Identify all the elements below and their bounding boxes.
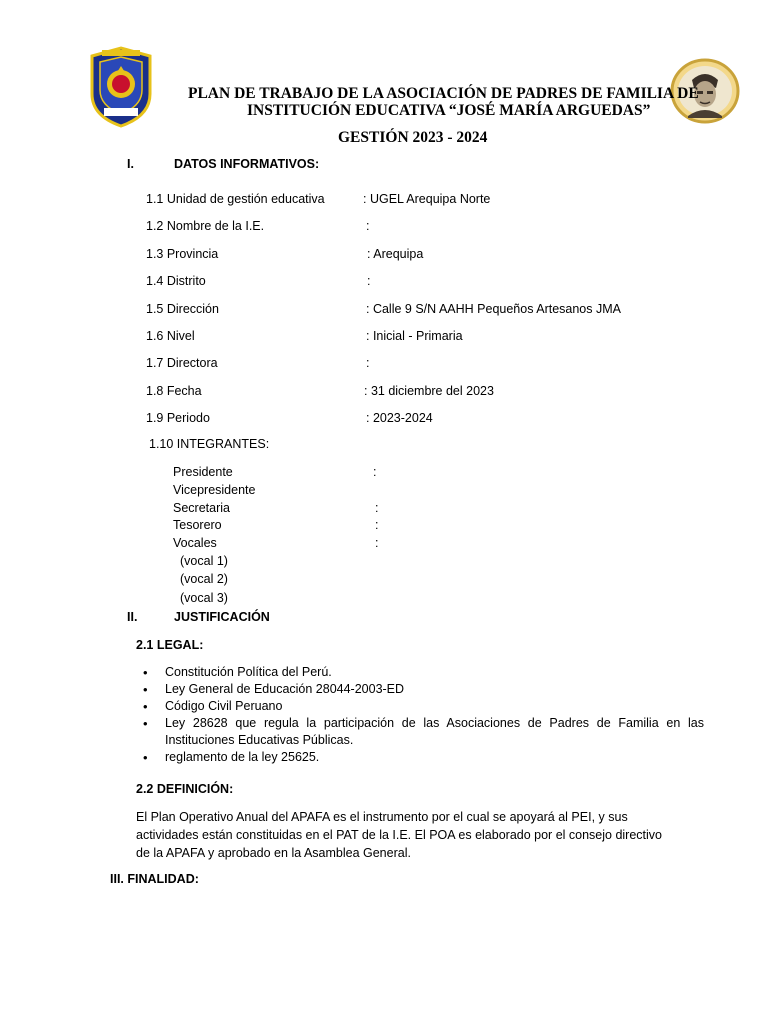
member-label: Secretaria [173, 501, 230, 515]
list-item: • Código Civil Peruano [143, 698, 704, 715]
list-item: • Ley 28628 que regula la participación de las Asociaciones de Padres de Familia en las Instituciones Educativas Públicas. [143, 715, 704, 749]
info-label: 1.2 Nombre de la I.E. [146, 219, 265, 233]
info-value: : [366, 219, 370, 233]
member-label: Vicepresidente [173, 483, 256, 497]
legal-subtitle: 2.1 LEGAL: [136, 638, 204, 652]
document-title-line2: INSTITUCIÓN EDUCATIVA “JOSÉ MARÍA ARGUEDAS” [247, 102, 651, 119]
member-label: (vocal 1) [180, 554, 228, 568]
info-value: : Calle 9 S/N AAHH Pequeños Artesanos JMA [366, 302, 621, 316]
member-label: Presidente [173, 465, 233, 479]
section-3-title: III. FINALIDAD: [110, 872, 199, 886]
info-value: : Arequipa [367, 247, 424, 261]
list-item: • Ley General de Educación 28044-2003-ED [143, 681, 704, 698]
member-value: : [373, 465, 377, 479]
member-value: : [375, 518, 379, 532]
list-item: • reglamento de la ley 25625. [143, 749, 704, 766]
list-item: • Constitución Política del Perú. [143, 664, 704, 681]
integrantes-title: 1.10 INTEGRANTES: [149, 437, 270, 451]
document-subtitle: GESTIÓN 2023 - 2024 [338, 129, 488, 146]
section-1-number: I. [127, 157, 134, 171]
info-label: 1.1 Unidad de gestión educativa [146, 192, 325, 206]
definicion-paragraph: El Plan Operativo Anual del APAFA es el instrumento por el cual se apoyará al PEI, y sus actividades están constituidas en el PAT de la I.E. El POA es elaborado por el consejo directivo de la APAFA y aprobado en la Asamblea General. [136, 810, 662, 860]
info-value: : Inicial - Primaria [366, 329, 463, 343]
section-2-title: JUSTIFICACIÓN [174, 610, 270, 624]
info-value: : 2023-2024 [366, 411, 433, 425]
member-label: Vocales [173, 536, 217, 550]
info-label: 1.9 Periodo [146, 411, 210, 425]
school-crest-logo [88, 46, 154, 128]
info-label: 1.6 Nivel [146, 329, 195, 343]
info-label: 1.3 Provincia [146, 247, 219, 261]
info-label: 1.5 Dirección [146, 302, 219, 316]
info-value: : 31 diciembre del 2023 [364, 384, 494, 398]
info-label: 1.8 Fecha [146, 384, 202, 398]
info-value: : [366, 356, 370, 370]
member-value: : [375, 501, 379, 515]
member-label: (vocal 3) [180, 591, 228, 605]
member-label: (vocal 2) [180, 572, 228, 586]
document-title-line1: PLAN DE TRABAJO DE LA ASOCIACIÓN DE PADRES DE FAMILIA DE [188, 85, 699, 102]
legal-bullet-list [143, 664, 704, 766]
info-label: 1.7 Directora [146, 356, 218, 370]
definicion-subtitle: 2.2 DEFINICIÓN: [136, 782, 234, 796]
section-1-title: DATOS INFORMATIVOS: [174, 157, 320, 171]
info-label: 1.4 Distrito [146, 274, 206, 288]
info-value: : [367, 274, 371, 288]
member-label: Tesorero [173, 518, 222, 532]
info-value: : UGEL Arequipa Norte [363, 192, 491, 206]
section-2-number: II. [127, 610, 138, 624]
member-value: : [375, 536, 379, 550]
